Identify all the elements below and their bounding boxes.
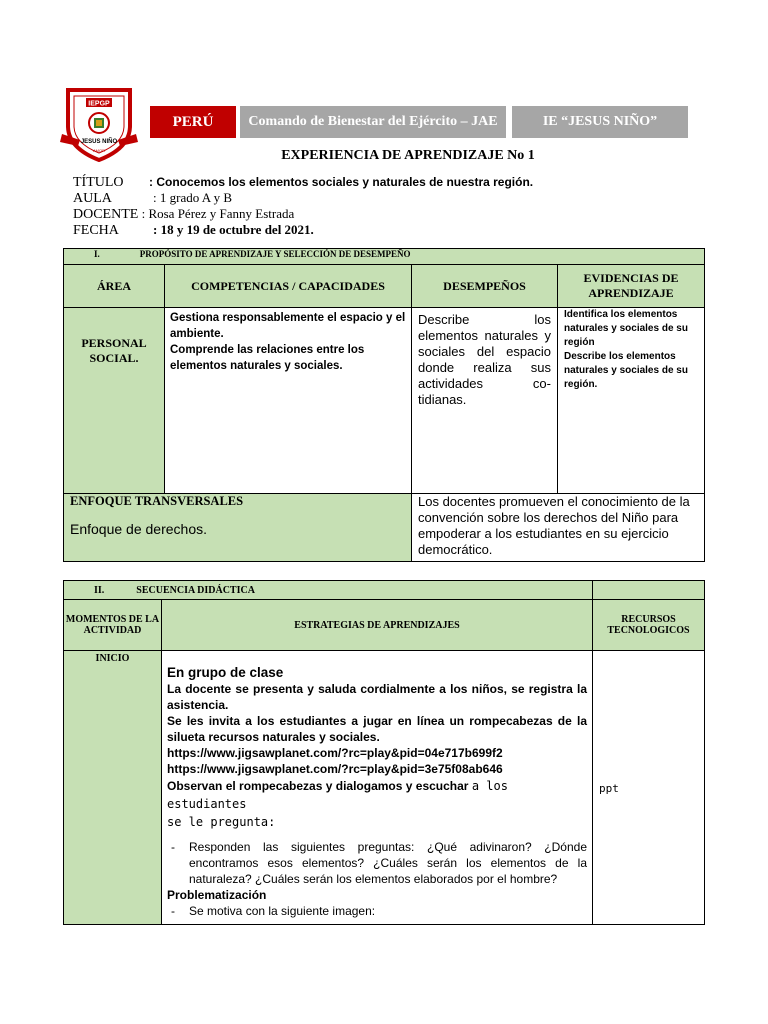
meta-docente: DOCENTE : Rosa Pérez y Fanny Estrada [73,206,295,222]
resources-cell [593,651,705,925]
sequence-table [63,580,705,925]
paragraph-1: La docente se presenta y saluda cordialmente a los niños, se registra la asistencia. [167,682,587,712]
section2-header-empty [593,581,705,600]
bullet-motivate: - Se motiva con la siguiente imagen: [171,904,376,918]
document-title: EXPERIENCIA DE APRENDIZAJE No 1 [281,148,535,163]
evidencias-cell: Identifica los elementos naturales y sociales de su región Describe los elementos naturales y sociales de su región. [558,308,705,494]
svg-text:AMOR: AMOR [93,148,105,153]
country-label: PERÚ [150,106,236,138]
section2-header: II. SECUENCIA DIDÁCTICA [64,581,593,600]
area-cell: PERSONAL SOCIAL. [64,308,165,494]
jigsaw-link-1[interactable]: https://www.jigsawplanet.com/?rc=play&pid=04e717b699f2 [167,746,503,760]
meta-titulo: TÍTULO : Conocemos los elementos sociales y naturales de nuestra región. [73,175,534,190]
header-momentos: MOMENTOS DE LA ACTIVIDAD [64,600,162,651]
desempenos-cell: Describe los elementos naturales y sociales del espacio donde realiza sus actividades co-tidianas. [412,308,558,494]
problem-heading: Problematización [167,888,267,902]
header-estrategias: ESTRATEGIAS DE APRENDIZAJES [162,600,593,651]
meta-fecha: FECHA : 18 y 19 de octubre del 2021. [73,222,314,238]
svg-text:JESUS NIÑO: JESUS NIÑO [80,139,118,145]
purpose-table [63,248,705,562]
resource-ppt: ppt [599,781,619,795]
school-label: IE “JESUS NIÑO” [512,106,688,138]
paragraph-3: Observan el rompecabezas y dialogamos y escuchar a los estudiantes se le pregunta: [167,779,508,829]
paragraph-2: Se les invita a los estudiantes a jugar en línea un rompecabezas de la silueta recursos naturales y sociales. [167,714,587,744]
meta-aula: AULA : 1 grado A y B [73,190,233,206]
moment-inicio: INICIO [64,651,162,925]
competencias-cell: Gestiona responsablemente el espacio y el ambiente. Comprende las relaciones entre los elementos naturales y sociales. [165,308,412,494]
header-desempenos: DESEMPEÑOS [412,265,558,308]
section1-header: I. PROPÓSITO DE APRENDIZAJE Y SELECCIÓN DE DESEMPEÑO [64,249,705,265]
header-competencias: COMPETENCIAS / CAPACIDADES [165,265,412,308]
bullet-questions: - Responden las siguientes preguntas: ¿Qué adivinaron? ¿Dónde encontramos esos elementos? ¿Cuáles serán los elementos de la naturaleza? ¿Cuáles serán los elementos elaborados por el hombre? [171,840,587,886]
strategies-cell [162,651,593,925]
command-label: Comando de Bienestar del Ejército – JAE [240,106,506,138]
header-evidencias: EVIDENCIAS DE APRENDIZAJE [558,265,705,308]
svg-text:IEPGP: IEPGP [88,100,110,108]
header-area: ÁREA [64,265,165,308]
jigsaw-link-2[interactable]: https://www.jigsawplanet.com/?rc=play&pid=3e75f08ab646 [167,762,503,776]
enfoque-desc-cell: Los docentes promueven el conocimiento de la convención sobre los derechos del Niño para empoderar a los estudiantes en su ejercicio democrático. [412,494,705,562]
header-recursos: RECURSOS TECNOLOGICOS [593,600,705,651]
enfoque-cell: ENFOQUE TRANSVERSALES Enfoque de derechos. [64,494,412,562]
group-heading: En grupo de clase [167,665,284,680]
